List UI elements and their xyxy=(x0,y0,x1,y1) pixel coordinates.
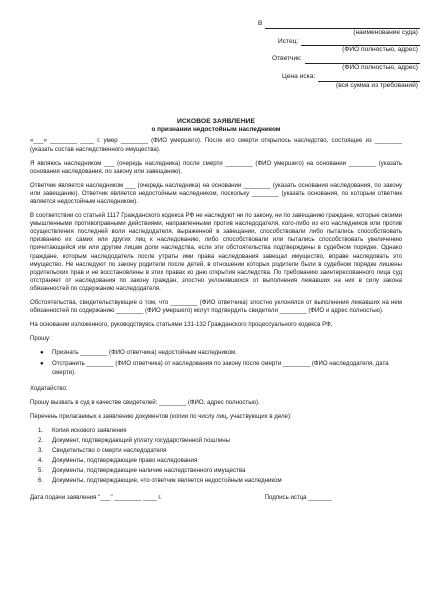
paragraph-legal-basis: На основании изложенного, руководствуясь статьями 131-132 Гражданского процессуального кодекса РФ, xyxy=(30,321,333,329)
list-item xyxy=(40,349,402,357)
defendant-line xyxy=(230,55,420,64)
bullet-icon: ● xyxy=(40,349,44,357)
defendant-label: Ответчик: xyxy=(272,55,302,63)
price-hint: (вся сумма из требований) xyxy=(336,81,418,89)
request-heading: Прошу: xyxy=(30,335,51,343)
price-label: Цена иска: xyxy=(282,72,316,80)
request-text: Отстранить ________ (ФИО ответчика) от наследования по закону после смерти ________ (ФИО наследодателя, дата смерти). xyxy=(52,360,389,376)
attachments-list xyxy=(30,427,402,486)
list-item xyxy=(38,437,402,445)
plaintiff-hint: (ФИО полностью, адрес) xyxy=(342,46,418,54)
defendant-underline xyxy=(305,57,420,64)
price-underline xyxy=(318,75,420,82)
list-item xyxy=(40,360,402,376)
paragraph-plaintiff-heir: Я являюсь наследником ___ (очередь наследника) после смерти ________ (ФИО умершего) на основании ________ (указать основания наследования, по закону или завещанию). xyxy=(30,159,402,175)
signature: Подпись истца _______ xyxy=(264,493,332,501)
court-line xyxy=(230,20,420,29)
footer xyxy=(30,494,402,502)
attachment-text: Свидетельство о смерти наследодателя xyxy=(52,447,167,455)
motion-heading: Ходатайство: xyxy=(30,384,68,392)
request-list xyxy=(30,349,402,376)
list-item xyxy=(38,426,402,435)
list-number: 1. xyxy=(38,426,44,434)
paragraph-death: «___» ________ ____ г. умер ________ (ФИО умершего). После его смерти открылось наследство, состоящее из ________ (указать состав наследственного имущества). xyxy=(30,137,402,153)
document-subtitle: о признании недостойным наследником xyxy=(151,126,281,134)
attachment-text: Документ, подтверждающий уплату государственной пошлины xyxy=(52,437,231,445)
attachment-text: Документы, подтверждающие, что ответчик является недостойным наследником xyxy=(52,477,282,485)
plaintiff-underline xyxy=(301,39,420,46)
list-item xyxy=(38,467,402,475)
list-number: 4. xyxy=(38,457,44,465)
paragraph-witnesses: Обстоятельства, свидетельствующие о том, что ________ (ФИО ответчика) злостно уклонялся от выполнения лежавших на нем обязанностей по содержанию ________ (ФИО умершего) могут подтвердить свидетели ________ (ФИО и адрес полностью). xyxy=(30,299,402,315)
paragraph-law-article: В соответствии со статьей 1117 Гражданского кодекса РФ не наследуют ни по закону, ни по завещанию граждане, которые своими умышленными противоправными действиями, направленными против наследодателя, кого-либо из его наследников или против осуществления последней воли наследодателя, выраженной в завещании, способствовали либо пытались способствовать призванию их самих или других лиц к наследованию, либо способствовали или пытались способствовать увеличению причитающейся им или другим лицам доли наследства, если эти обстоятельства подтверждены в судебном порядке. Однако граждане, которым наследодатель после утраты ими права наследования завещал имущество, вправе наследовать это имущество. Не наследуют по закону родители после детей, в отношении которых родители были в судебном порядке лишены родительских прав и не восстановлены в этих правах ко дню открытия наследства. По требованию заинтересованного лица суд отстраняет от наследования по закону граждан, злостно уклонявшихся от выполнения лежавших на них в силу закона обязанностей по содержанию наследодателя. xyxy=(30,212,402,292)
filing-date: Дата подачи заявления "___" ________ ____ г. xyxy=(30,493,162,501)
list-item xyxy=(38,457,402,465)
attachment-text: Копия искового заявления xyxy=(52,426,127,434)
list-number: 2. xyxy=(38,437,44,445)
defendant-hint: (ФИО полностью, адрес) xyxy=(342,63,418,71)
attachments-intro: Перечень прилагаемых к заявлению документов (копии по числу лиц, участвующих в деле): xyxy=(30,412,292,420)
plaintiff-label: Истец: xyxy=(278,37,299,45)
request-text: Признать ________ (ФИО ответчика) недостойным наследником. xyxy=(52,349,237,357)
paragraph-defendant-heir: Ответчик является наследником ___ (очередь наследника) на основании ________ (указать основания наследования, по закону или завещанию). Ответчик является недостойным наследником, поскольку ________ (указать основания, по которым ответчик является недостойным наследником). xyxy=(30,181,402,205)
price-line xyxy=(230,73,420,82)
list-number: 5. xyxy=(38,467,44,475)
motion-text: Прошу вызвать в суд в качестве свидетелей: ________ (ФИО, адрес полностью). xyxy=(30,398,260,406)
list-item xyxy=(38,447,402,455)
bullet-icon: ● xyxy=(40,360,44,368)
document-body xyxy=(30,118,402,502)
plaintiff-line xyxy=(230,38,420,47)
header-block xyxy=(230,20,420,90)
court-label: В xyxy=(258,20,263,27)
attachment-text: Документы, подтверждающие наличие наследственного имущества xyxy=(52,467,246,475)
list-number: 3. xyxy=(38,447,44,455)
court-hint: (наименование суда) xyxy=(353,28,418,36)
list-item xyxy=(38,477,402,485)
attachment-text: Документы, подтверждающие право наследования xyxy=(52,457,198,465)
court-underline xyxy=(265,22,420,29)
document-title: ИСКОВОЕ ЗАЯВЛЕНИЕ xyxy=(176,118,256,125)
list-number: 6. xyxy=(38,477,44,485)
